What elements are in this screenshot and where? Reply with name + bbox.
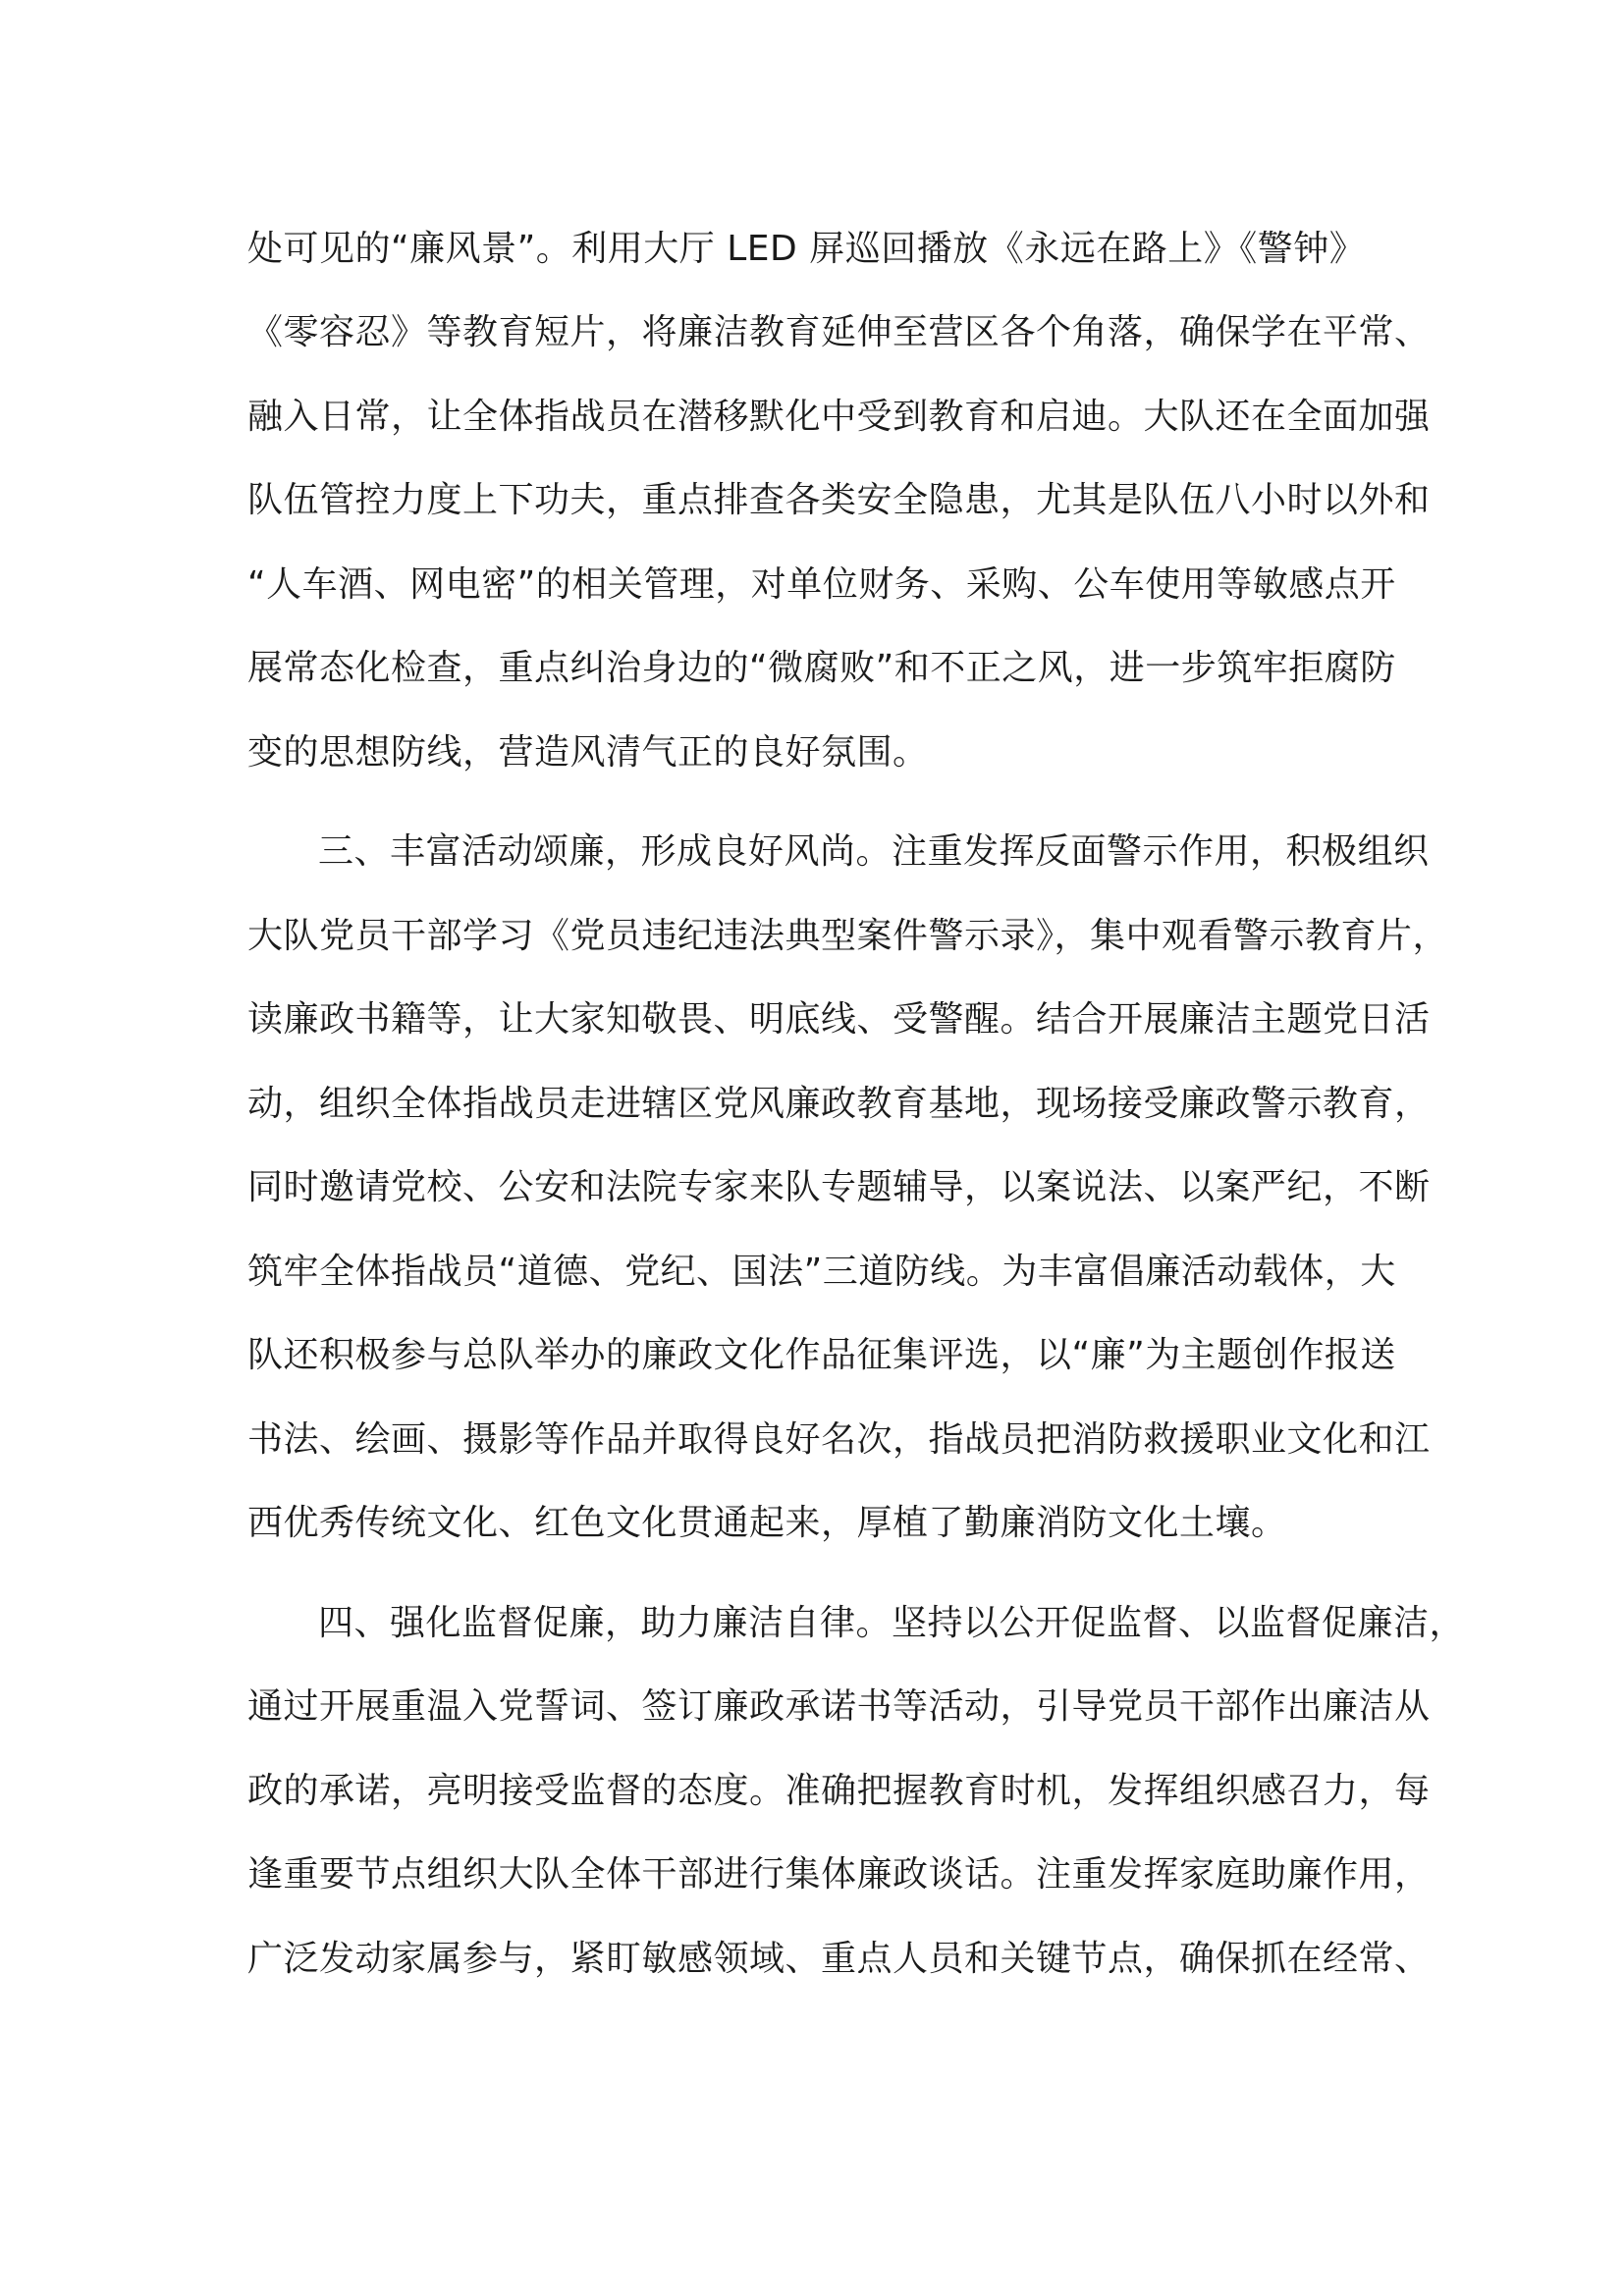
text-line: 队伍管控力度上下功夫，重点排查各类安全隐患，尤其是队伍八小时以外和	[247, 480, 1431, 520]
paragraph-heading-line: 四、强化监督促廉，助力廉洁自律。坚持以公开促监督、以监督促廉洁，	[318, 1603, 1466, 1643]
paragraph-heading-line: 三、丰富活动颂廉，形成良好风尚。注重发挥反面警示作用，积极组织	[318, 831, 1430, 872]
text-line: 处可见的“廉风景”。利用大厅 LED 屏巡回播放《永远在路上》《警钟》	[247, 229, 1366, 269]
text-line: 动，组织全体指战员走进辖区党风廉政教育基地，现场接受廉政警示教育，	[247, 1084, 1431, 1124]
text-line: 通过开展重温入党誓词、签订廉政承诺书等活动，引导党员干部作出廉洁从	[247, 1686, 1431, 1727]
text-line: 广泛发动家属参与，紧盯敏感领域、重点人员和关键节点，确保抓在经常、	[247, 1939, 1431, 1979]
text-line: 队还积极参与总队举办的廉政文化作品征集评选，以“廉”为主题创作报送	[247, 1335, 1396, 1375]
text-line: 筑牢全体指战员“道德、党纪、国法”三道防线。为丰富倡廉活动载体，大	[247, 1252, 1396, 1292]
text-line: 读廉政书籍等，让大家知敬畏、明底线、受警醒。结合开展廉洁主题党日活	[247, 999, 1431, 1040]
text-line: 同时邀请党校、公安和法院专家来队专题辅导，以案说法、以案严纪，不断	[247, 1167, 1431, 1207]
text-line: 《零容忍》等教育短片，将廉洁教育延伸至营区各个角落，确保学在平常、	[247, 312, 1431, 352]
text-line: 政的承诺，亮明接受监督的态度。准确把握教育时机，发挥组织感召力，每	[247, 1771, 1431, 1811]
text-line: 融入日常，让全体指战员在潜移默化中受到教育和启迪。大队还在全面加强	[247, 397, 1431, 437]
text-line: 变的思想防线，营造风清气正的良好氛围。	[247, 732, 929, 773]
text-line: 展常态化检查，重点纠治身边的“微腐败”和不正之风，进一步筑牢拒腐防	[247, 648, 1396, 688]
text-line: 逢重要节点组织大队全体干部进行集体廉政谈话。注重发挥家庭助廉作用，	[247, 1854, 1431, 1895]
text-line: 书法、绘画、摄影等作品并取得良好名次，指战员把消防救援职业文化和江	[247, 1419, 1431, 1460]
text-line: 西优秀传统文化、红色文化贯通起来，厚植了勤廉消防文化土壤。	[247, 1503, 1287, 1543]
text-line: 大队党员干部学习《党员违纪违法典型案件警示录》，集中观看警示教育片，	[247, 916, 1449, 956]
text-line: “人车酒、网电密”的相关管理，对单位财务、采购、公车使用等敏感点开	[247, 564, 1396, 605]
